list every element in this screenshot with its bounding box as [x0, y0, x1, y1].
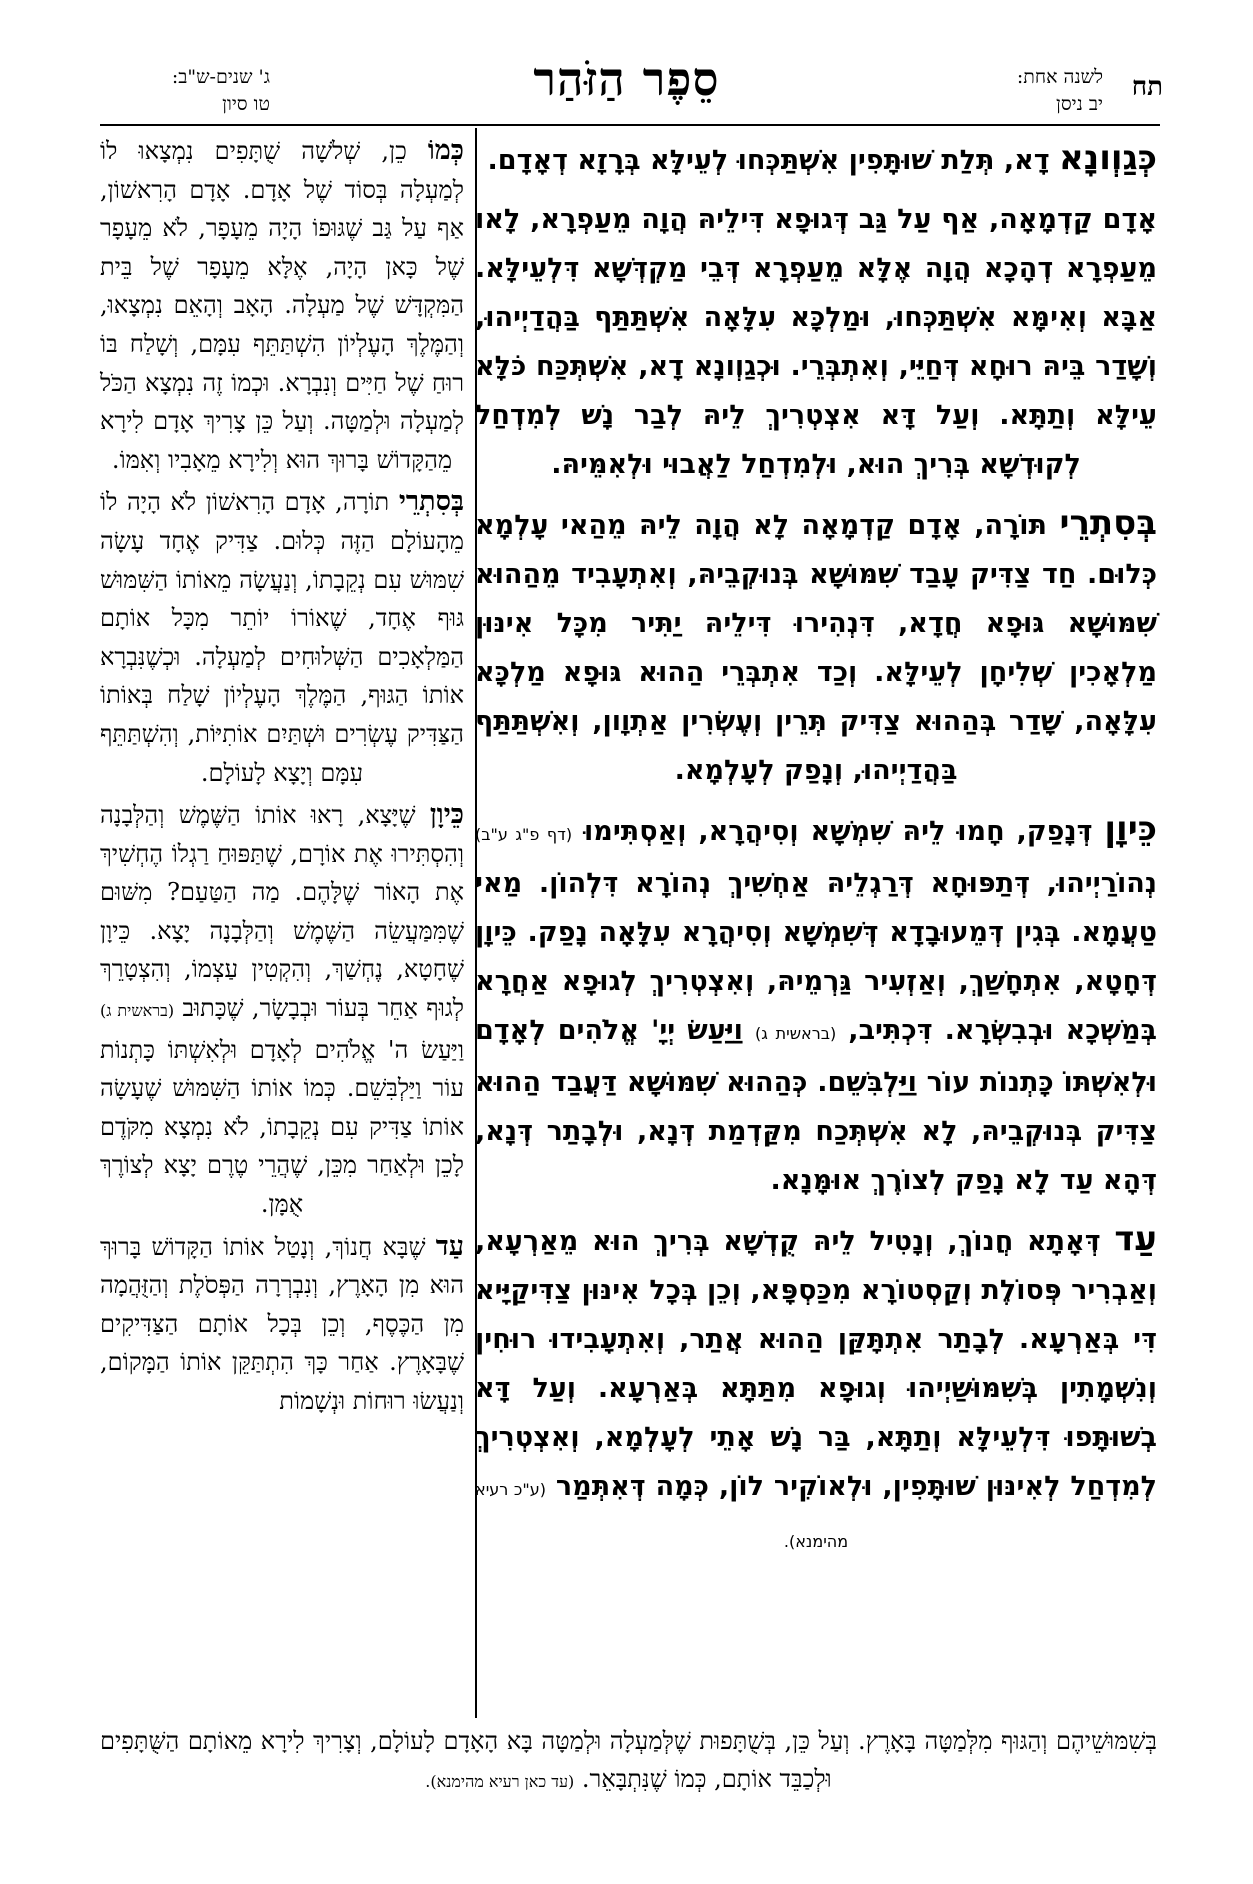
header-divider [100, 124, 1160, 126]
paragraph-text: נְהוֹרַיְיהוּ, דְּתַפּוּחָא דְּרַגְלֵיהּ אַחְשִׁיךְ נְהוֹרָא דִּלְהוֹן. מַאי טַעֲמָא. בְּגִין דְּמֵעוּבָדָא דְּשִׁמְשָׁא וְסִיהֲרָא עִלָּאָה נָפַק. כֵּיוָן דְּחָטָא, אִתְחָשַׁךְ, וְאַזְעִיר גַּרְמֵיהּ, וְאִצְטְרִיךְ לְגוּפָא אַחֲרָא בְּמַשְׁכָא וּבְבִשְׂרָא. דִּכְתִּיב, [475, 868, 1157, 1046]
paragraph-text: תוֹרָה, אָדָם הָרִאשׁוֹן לֹא הָיָה לוֹ מֵהָעוֹלָם הַזֶּה כְּלוּם. צַדִּיק אֶחָד עָשָׂה שִׁמּוּשׁ עִם נְקֵבָתוֹ, וְנַעֲשָׂה מֵאוֹתוֹ הַשִּׁמּוּשׁ גּוּף אֶחָד, שֶׁאוֹרוֹ יוֹתֵר מִכָּל אוֹתָם הַמַּלְאָכִים הַשְּׁלוּחִים לְמַעְלָה. וּכְשֶׁנִּבְרָא אוֹתוֹ הַגּוּף, הַמֶּלֶךְ הָעֶלְיוֹן שָׁלַח בְּאוֹתוֹ הַצַּדִּיק עֶשְׂרִים וּשְׁתַּיִם אוֹתִיּוֹת, וְהִשְׁתַּתֵּף עִמָּם וְיָצָא לָעוֹלָם. [100, 488, 464, 787]
paragraph-text: תּוֹרָה, אָדָם קַדְמָאָה לָא הֲוָה לֵיהּ מֵהַאי עָלְמָא כְּלוּם. חַד צַדִּיק עָבַד שִׁמּוּשָׁא בְּנוּקְבֵיהּ, וְאִתְעָבִיד מֵהַהוּא שִׁמּוּשָׁא גּוּפָא חֲדָא, דִּנְהִירוּ דִּילֵיהּ יַתִּיר מִכָּל אִינּוּן מַלְאָכִין שְׁלִיחָן לְעֵילָּא. וְכַד אִתְבְּרֵי הַהוּא גּוּפָא מַלְכָּא עִלָּאָה, שָׁדַר בְּהַהוּא צַדִּיק תְּרֵין וְעֶשְׂרִין אַתְוָון, וְאִשְׁתַּתַּף בַּהֲדַיְיהוּ, וְנָפַק לְעָלְמָא. [475, 510, 1157, 786]
lead-word: כֵּיוָן [429, 799, 464, 831]
section-end-reference: (ע"כ רעיא מהימנא). [475, 1480, 849, 1551]
schedule-label-alt: ג' שנים-ש"ב: [171, 66, 270, 88]
paragraph-text: אָדָם קַדְמָאָה, אַף עַל גַּב דְּגוּפָא דִּילֵיהּ הֲוָה מֵעַפְרָא, לָאו מֵעַפְרָא דְהָכָא הֲוָה אֶלָּא מֵעַפְרָא דְּבֵי מַקְדְּשָׁא דִּלְעֵילָּא. אַבָּא וְאִימָּא אִשְׁתַּכְּחוּ, וּמַלְכָּא עִלָּאָה אִשְׁתַּתַּף בַּהֲדַיְיהוּ, וְשָׁדַר בֵּיהּ רוּחָא דְּחַיֵּי, וְאִתְבְּרֵי. וּכְגַוְונָא דָא, אִשְׁתְּכַּח כֹּלָּא עֵילָּא וְתַתָּא. וְעַל דָּא אִצְטְרִיךְ לֵיהּ לְבַר נָשׁ לְמִדְחַל לְקוּדְשָׁא בְּרִיךְ הוּא, וּלְמִדְחַל לַאֲבוּי וּלְאִמֵּיהּ. [475, 204, 1157, 480]
hebrew-paragraph-1 [100, 132, 464, 479]
hebrew-paragraph-3 [100, 796, 464, 1224]
paragraph-text: דְּנָפַק, חָמוּ לֵיהּ שִׁמְשָׁא וְסִיהֲרָא, וְאַסְתִּימוּ [572, 816, 1105, 847]
lead-word: כְּגַוְונָא [1059, 138, 1157, 178]
continuation-text: בְּשִׁמּוּשֵׁיהֶם וְהַגּוּף מִלְּמַטָּה בָּאָרֶץ. וְעַל כֵּן, בְּשֻׁתָּפוּת שֶׁלְּמַעְלָה וּלְמַטָּה בָּא הָאָדָם לָעוֹלָם, וְצָרִיךְ לִירָא מֵאוֹתָם הַשֻּׁתָּפִים וּלְכַבֵּד אוֹתָם, כְּמוֹ שֶׁנִּתְבָּאֵר. [100, 1727, 1157, 1793]
aramaic-column [475, 134, 1157, 1576]
hebrew-paragraph-2 [100, 483, 464, 792]
paragraph-text: כֵן, שְׁלֹשָׁה שֻׁתָּפִים נִמְצָאוּ לוֹ לְמַעְלָה בְּסוֹד שֶׁל אָדָם. אָדָם הָרִאשׁוֹן, אַף עַל גַּב שֶׁגּוּפוֹ הָיָה מֵעָפָר, לֹא מֵעָפָר שֶׁל כָּאן הָיָה, אֶלָּא מֵעָפָר שֶׁל בֵּית הַמִּקְדָּשׁ שֶׁל מַעְלָה. הָאָב וְהָאֵם נִמְצָאוּ, וְהַמֶּלֶךְ הָעֶלְיוֹן הִשְׁתַּתֵּף עִמָּם, וְשָׁלַח בּוֹ רוּחַ שֶׁל חַיִּים וְנִבְרָא. וּכְמוֹ זֶה נִמְצָא הַכֹּל לְמַעְלָה וּלְמַטָּה. וְעַל כֵּן צָרִיךְ אָדָם לִירָא מֵהַקָּדוֹשׁ בָּרוּךְ הוּא וְלִירָא מֵאָבִיו וְאִמּוֹ. [100, 137, 464, 474]
aramaic-paragraph-1 [475, 134, 1157, 185]
aramaic-paragraph-2 [475, 195, 1157, 489]
page-reference: (דף פ"ג ע"ב) [475, 825, 573, 844]
book-title: סֵפֶר הַזֹּהַר [533, 52, 720, 106]
page-number: תח [1131, 72, 1163, 102]
schedule-date: יב ניסן [1056, 93, 1103, 115]
schedule-label: לשנה אחת: [1016, 66, 1103, 88]
paragraph-text: וַיַּעַשׂ ה' אֱלֹהִים לְאָדָם וּלְאִשְׁתּוֹ כָּתְנוֹת עוֹר וַיַּלְבִּשֵׁם. כְּמוֹ אוֹתוֹ הַשִּׁמּוּשׁ שֶׁעָשָׂה אוֹתוֹ צַדִּיק עִם נְקֵבָתוֹ, לֹא נִמְצָא מִקֹּדֶם לָכֵן וּלְאַחַר מִכֵּן, שֶׁהֲרֵי טֶרֶם יָצָא לְצוֹרֶךְ אֻמָּן. [100, 1035, 464, 1219]
bottom-continuation [100, 1722, 1157, 1801]
verse-reference: (בראשית ג) [755, 1024, 837, 1043]
lead-word: עַד [1114, 1219, 1157, 1259]
aramaic-paragraph-4 [475, 805, 1157, 1205]
paragraph-text: דָא, תְּלַת שׁוּתָּפִין אִשְׁתַּכְּחוּ לְעֵילָּא בְּרָזָא דְאָדָם. [487, 145, 1060, 176]
lead-word: בְּסִתְרֵי [1059, 503, 1157, 543]
aramaic-paragraph-3 [475, 499, 1157, 795]
paragraph-text: וַיַּעַשׂ יְיָ' אֱלֹהִים לְאָדָם וּלְאִשְׁתּוֹ כָּתְנוֹת עוֹר וַיַּלְבִּשֵׁם. כְּהַהוּא שִׁמּוּשָׁא דַּעֲבַד הַהוּא צַדִּיק בְּנוּקְבֵיהּ, לָא אִשְׁתְּכַח מִקַּדְמַת דְּנָא, וּלְבָתַר דְּנָא, דְּהָא עַד לָא נָפַק לְצוֹרֶךְ אוּמָּנָא. [475, 1015, 1157, 1196]
lead-word: עַד [435, 1230, 464, 1262]
section-end-reference: (עד כאן רעיא מהימנא). [425, 1772, 575, 1791]
schedule-date-alt: טו סיון [222, 93, 270, 115]
header-schedule-three-years [100, 64, 270, 118]
lead-word: בְּסִתְרֵי [398, 486, 464, 518]
lead-word: כְּמוֹ [427, 135, 464, 166]
hebrew-paragraph-4 [100, 1228, 464, 1421]
verse-reference: (בראשית ג) [100, 1001, 175, 1021]
paragraph-text: שֶׁיָּצָא, רָאוּ אוֹתוֹ הַשֶּׁמֶשׁ וְהַלְּבָנָה וְהִסְתִּירוּ אֶת אוֹרָם, שֶׁתַּפּוּחַ רַגְלוֹ הֶחְשִׁיךְ אֶת הָאוֹר שֶׁלָּהֶם. מַה הַטַּעַם? מִשּׁוּם שֶׁמִּמַּעֲשֵׂה הַשֶּׁמֶשׁ וְהַלְּבָנָה יָצָא. כֵּיוָן שֶׁחָטָא, נֶחְשַׁךְ, וְהִקְטִין עַצְמוֹ, וְהִצְטָרֵךְ לְגוּף אַחֵר בְּעוֹר וּבְבָשָׂר, שֶׁכָּתוּב [100, 801, 464, 1023]
lead-word: כֵּיוָן [1104, 809, 1157, 849]
aramaic-paragraph-5 [475, 1215, 1157, 1566]
paragraph-text: דְּאָתָא חֲנוֹךְ, וְנָטִיל לֵיהּ קֻדְשָׁא בְּרִיךְ הוּא מֵאַרְעָא, וְאַבְרִיר פְּסוֹלֶת וְקַסְטוֹרָא מִכַּסְפָּא, וְכֵן בְּכָל אִינּוּן צַדִּיקַיָּיא דִּי בְּאַרְעָא. לְבָתַר אִתְתָּקַּן הַהוּא אֲתַר, וְאִתְעָבִידוּ רוּחִין וְנִשְׁמָתִין בְּשִׁמּוּשַׁיְיהוּ וְגוּפָא מִתַּתָּא בְּאַרְעָא. וְעַל דָּא בְשׁוּתָּפוּ דִּלְעֵילָּא וְתַתָּא, בַּר נָשׁ אָתֵי לְעָלְמָא, וְאִצְטְרִיךְ לְמִדְחַל לְאִינּוּן שׁוּתָּפִין, וּלְאוֹקִיר לוֹן, כְּמָה דְּאִתְּמַר [475, 1226, 1158, 1502]
paragraph-text: שֶׁבָּא חֲנוֹךְ, וְנָטַל אוֹתוֹ הַקָּדוֹשׁ בָּרוּךְ הוּא מִן הָאָרֶץ, וְנִבְרְרָה הַפְּסֹלֶת וְהַזֻּהֲמָה מִן הַכֶּסֶף, וְכֵן בְּכָל אוֹתָם הַצַּדִּיקִים שֶׁבָּאָרֶץ. אַחַר כָּךְ הִתְתַּקֵּן אוֹתוֹ הַמָּקוֹם, וְנַעֲשׂוּ רוּחוֹת וּנְשָׁמוֹת [100, 1232, 464, 1415]
hebrew-column [100, 132, 464, 1425]
